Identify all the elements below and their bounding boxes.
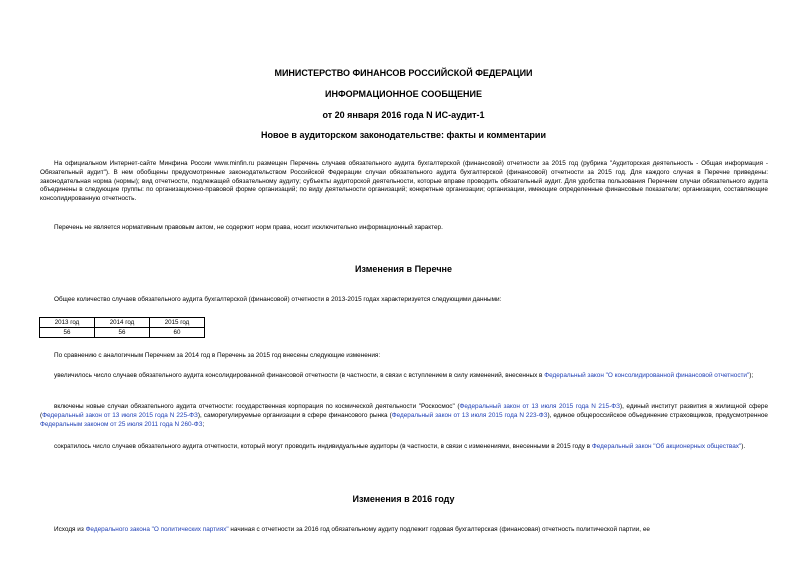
law-link-consolidated-reporting[interactable]: Федеральный закон "О консолидированной финансовой отчетности" [544, 372, 750, 379]
doc-type-heading: ИНФОРМАЦИОННОЕ СООБЩЕНИЕ [325, 89, 482, 99]
section-heading-2016-changes: Изменения в 2016 году [352, 494, 455, 504]
item3-text-a: сократилось число случаев обязательного аудита отчетности, который могут проводить индивидуальные аудиторы (в частности, в связи с изменениями, внесенными в 2015 году в [54, 443, 592, 450]
section-heading-changes-list: Изменения в Перечне [355, 264, 452, 274]
law-link-political-parties[interactable]: Федерального закона "О политических партиях" [85, 526, 229, 533]
law-link-215fz[interactable]: Федеральный закон от 13 июля 2015 года N 215-ФЗ [459, 403, 620, 410]
section2-text-a: Исходя из [54, 526, 86, 533]
item2-text-c: ), саморегулируемые организации в сфере финансового рынка ( [197, 411, 392, 419]
item1-text-a: увеличилось число случаев обязательного аудита консолидированной финансовой отчетности (в частности, в связи с вступлением в силу изменений, внесенных в [54, 372, 545, 379]
table-row [40, 328, 205, 338]
item2-text-b: ), единый институт развития в жилищной сфере ( [40, 403, 768, 419]
change-item-1 [40, 372, 768, 381]
law-link-223fz[interactable]: Федеральный закон от 13 июля 2015 года N 223-ФЗ [391, 411, 548, 419]
section2-text-b: начиная с отчетности за 2016 год обязательному аудиту подлежит годовая бухгалтерская (финансовая) отчетность политической партии, ее [228, 526, 650, 533]
change-item-3 [40, 443, 768, 452]
item2-text-a: включены новые случаи обязательного аудита отчетности: государственная корпорация по космической деятельности "Роскосмос" ( [54, 403, 460, 410]
intro-paragraph-1: На официальном Интернет-сайте Минфина России www.minfin.ru размещен Перечень случаев обязательного аудита бухгалтерской (финансовой) отчетности за 2015 год (рубрика "Аудиторская деятельность - Общая информация - Обязательный аудит"). В нем обобщены предусмотренные законодательством Российской Федерации случаи обязательного аудита бухгалтерской (финансовой) отчетности за 2015 год. Для каждого случая в Перечне приведены: законодательная норма (нормы); вид отчетности, подлежащей обязательному аудиту; субъекты аудиторской деятельности, которые вправе проводить обязательный аудит. Для удобства пользования Перечнем случаи обязательного аудита объединены в следующие группы: по организационно-правовой форме организаций; по виду деятельности организаций; конкретные организации; организации, имеющие определенные финансовые показатели; организации, составляющие консолидированную отчетность. [40, 160, 768, 203]
table-header-cell: 2015 год [150, 318, 205, 328]
ministry-heading: МИНИСТЕРСТВО ФИНАНСОВ РОССИЙСКОЙ ФЕДЕРАЦИИ [274, 68, 533, 78]
audit-cases-table [39, 317, 205, 338]
table-cell: 56 [95, 328, 150, 338]
table-header-row [40, 318, 205, 328]
law-link-260fz[interactable]: Федеральным законом от 25 июля 2011 года N 260-ФЗ [40, 420, 203, 428]
law-link-joint-stock-companies[interactable]: Федеральный закон "Об акционерных обществах" [591, 443, 742, 450]
section1-lead: Общее количество случаев обязательного аудита бухгалтерской (финансовой) отчетности в 2013-2015 годах характеризуется следующими данными: [54, 296, 502, 303]
section1-comparison: По сравнению с аналогичным Перечнем за 2014 год в Перечень за 2015 год внесены следующие изменения: [54, 352, 381, 359]
table-header-cell: 2013 год [40, 318, 95, 328]
item3-text-b: ). [741, 443, 746, 450]
table-cell: 56 [40, 328, 95, 338]
document-title: Новое в аудиторском законодательстве: факты и комментарии [261, 130, 546, 140]
section2-paragraph [40, 526, 768, 535]
item1-text-b: ); [749, 372, 754, 379]
date-number-heading: от 20 января 2016 года N ИС-аудит-1 [322, 110, 485, 120]
table-cell: 60 [150, 328, 205, 338]
intro-paragraph-2: Перечень не является нормативным правовым актом, не содержит норм права, носит исключительно информационный характер. [54, 224, 443, 231]
table-header-cell: 2014 год [95, 318, 150, 328]
change-item-2 [40, 403, 768, 429]
item2-text-e: ; [202, 420, 205, 428]
item2-text-d: ), единое общероссийское объединение страховщиков, предусмотренное [547, 411, 768, 419]
law-link-225fz[interactable]: Федеральный закон от 13 июля 2015 года N 225-ФЗ [42, 411, 198, 419]
